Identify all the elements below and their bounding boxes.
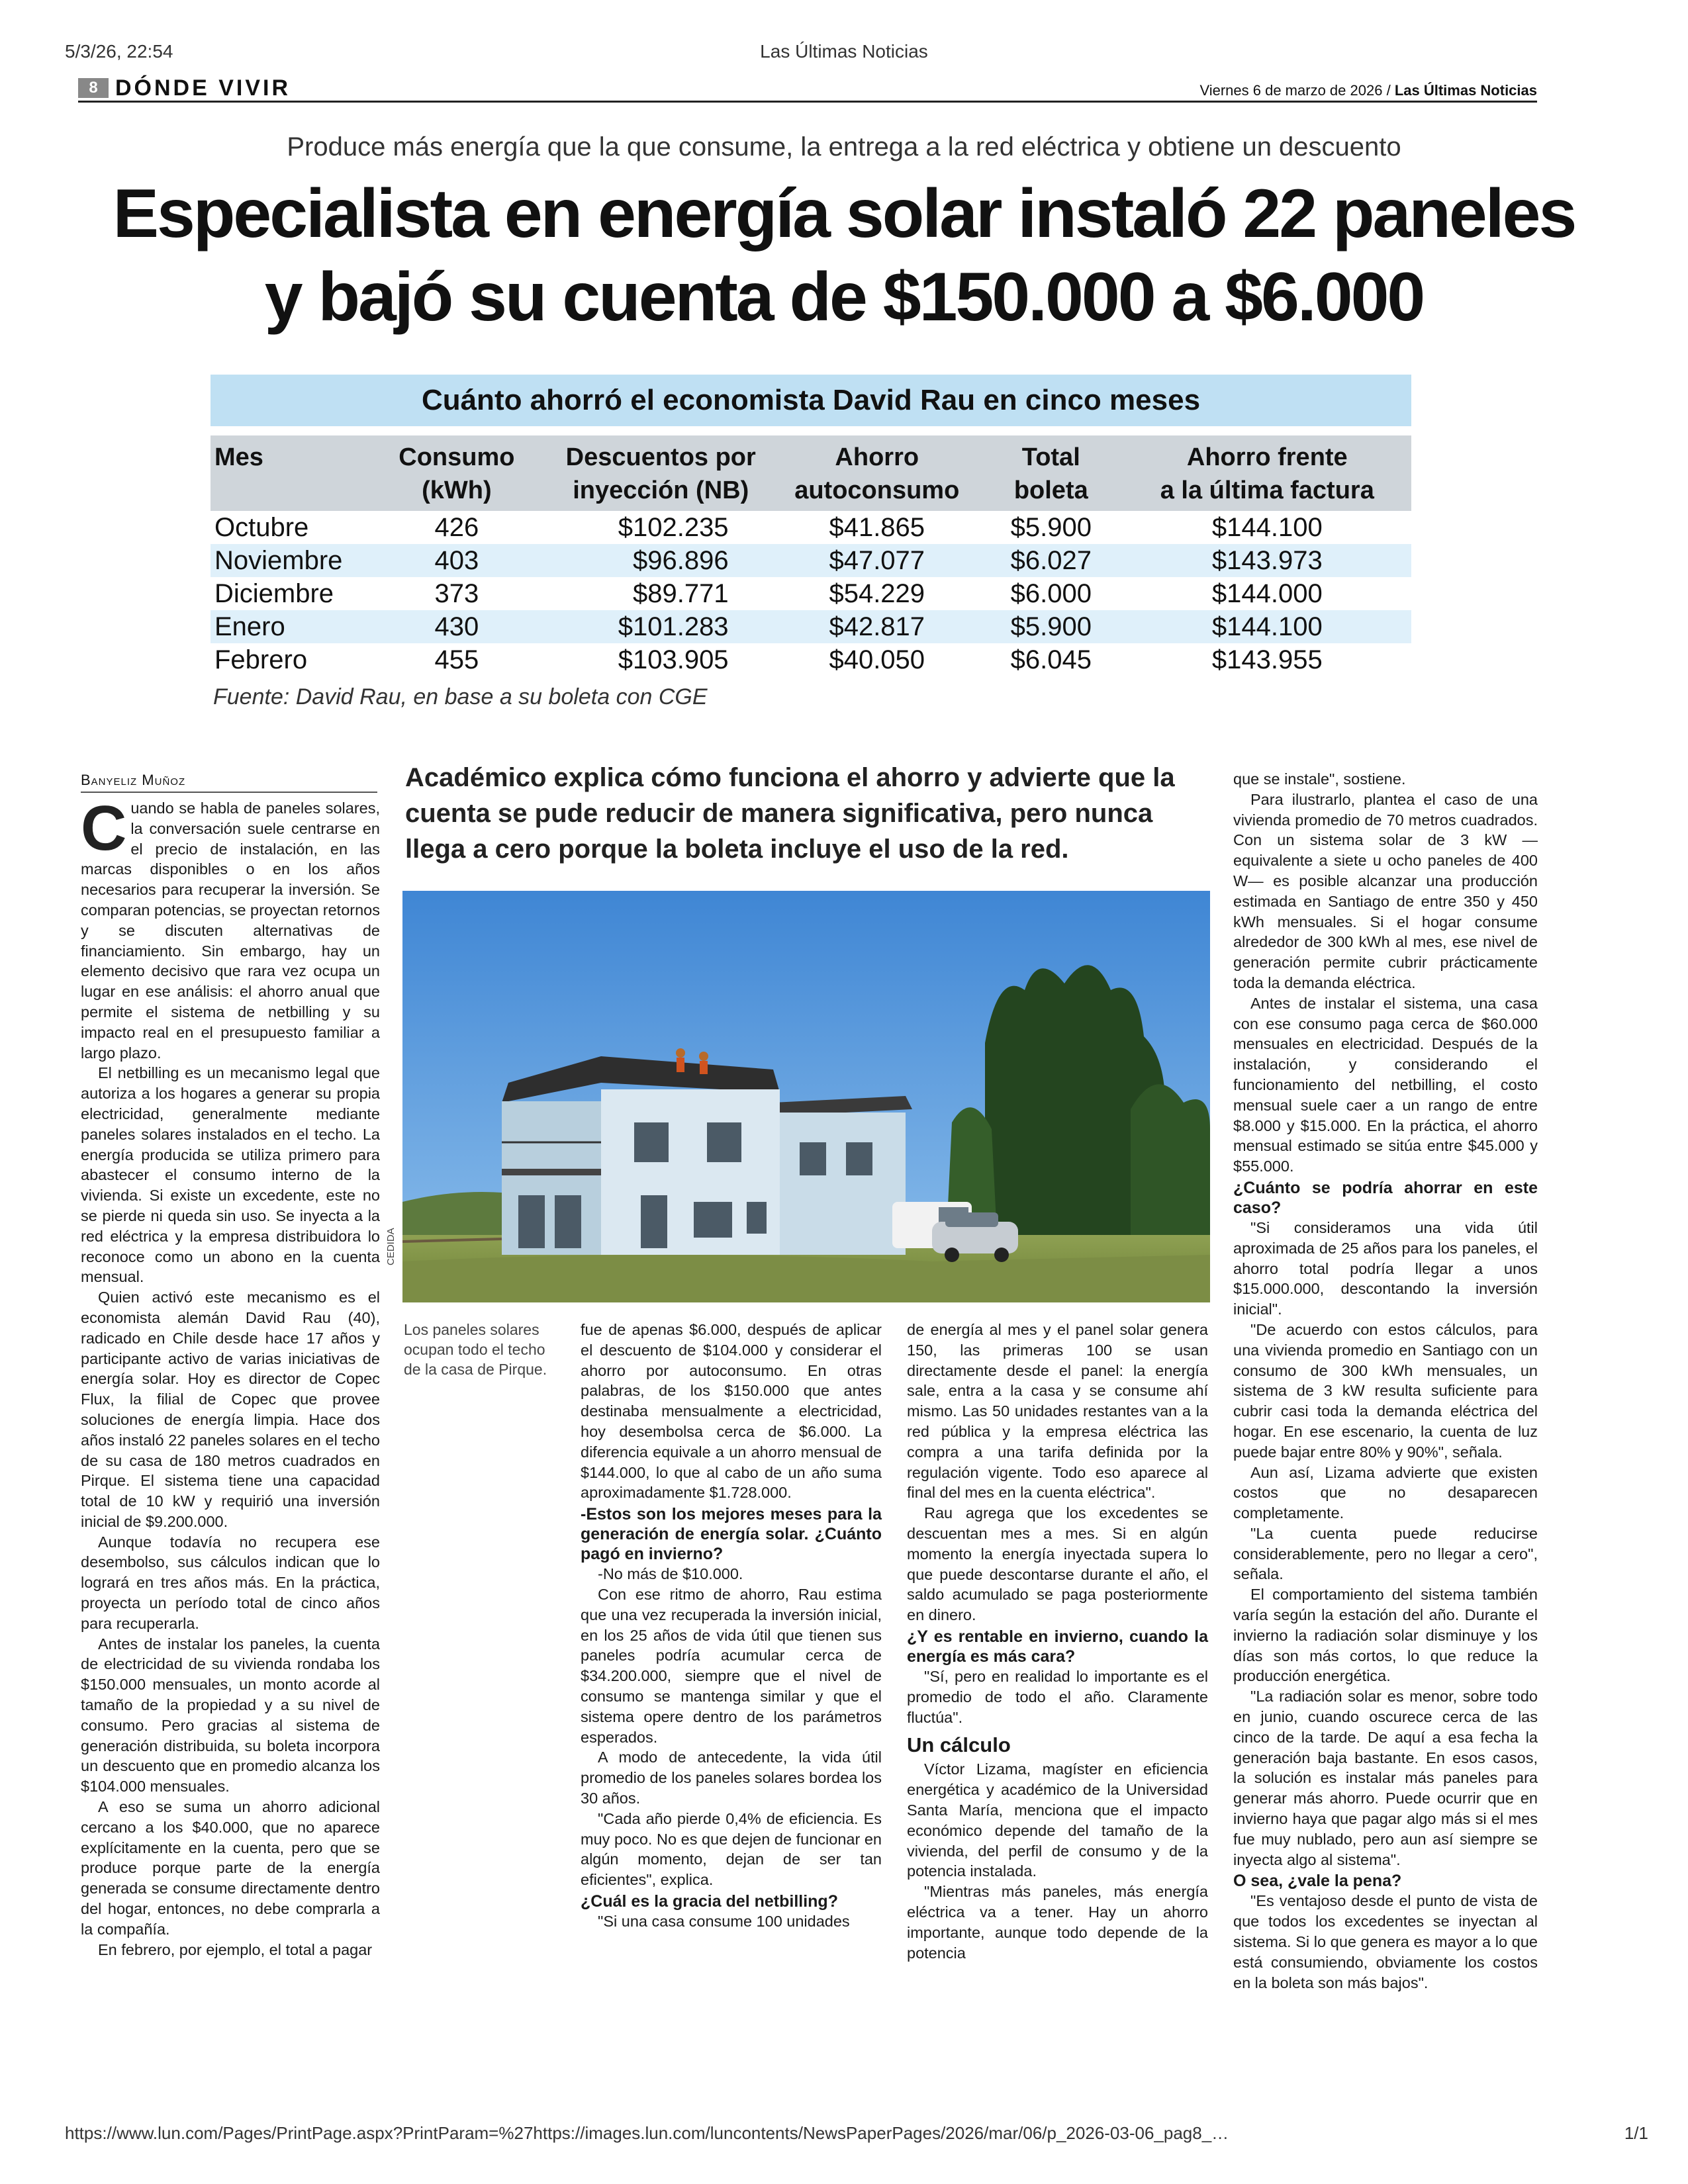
- paragraph: de energía al mes y el panel solar genera 150, las primeras 100 se usan directamente desde el panel: la energía sale, entra a la casa y se consume ahí mismo. Las 50 unidades restantes van a la red pública y la empresa eléctrica las compra a una tarifa definida por la regulación vigente. Todo eso aparece al final del mes en la cuenta eléctrica".: [907, 1321, 1208, 1502]
- savings-data-table: [211, 435, 1411, 676]
- paragraph: Para ilustrarlo, plantea el caso de una vivienda promedio de 70 metros cuadrados. Con un sistema solar de 3 kW —equivalente a siete u ocho paneles de 400 W— es posible alcanzar una producción estimada en Santiago de entre 350 y 450 kWh mensuales. Si el hogar consume alrededor de 300 kWh al mes, ese nivel de generación permite cubrir prácticamente toda la demanda eléctrica.: [1233, 790, 1538, 991]
- body-column-4: [907, 1320, 1208, 1963]
- paragraph: "Cada año pierde 0,4% de eficiencia. Es muy poco. No es que dejen de funcionar en algún momento, dejan de ser tan eficientes", explica.: [581, 1809, 882, 1889]
- section-name: DÓNDE VIVIR: [115, 75, 291, 101]
- paragraph: A eso se suma un ahorro adicional cercano a los $40.000, que no aparece explícitamente en la cuenta, pero que se produce porque parte de la energía generada se consume directamente dentro del hogar, entonces, no debe comprarla a la compañía.: [81, 1798, 380, 1938]
- savings-table: [211, 375, 1411, 676]
- cell-ahorro: $42.817: [775, 610, 979, 643]
- paragraph: Víctor Lizama, magíster en eficiencia energética y académico de la Universidad Santa María, menciona que el impacto económico depende del tamaño de la vivienda, del perfil de consumo y de la potencia instalada.: [907, 1760, 1208, 1880]
- paragraph: Antes de instalar los paneles, la cuenta de electricidad de su vivienda rondaba los $150.000 mensuales, un monto acorde al tamaño de la propiedad y a su nivel de consumo. Pero gracias al sistema de generación distribuida, su boleta incorpora un descuento que en promedio alcanza los $104.000 mensuales.: [81, 1635, 380, 1796]
- paragraph: Quien activó este mecanismo es el economista alemán David Rau (40), radicado en Chile desde hace 17 años y participante activo de varias iniciativas de energía solar. Hoy es director de Copec Flux, la filial de Copec que provee soluciones de energía limpia. Hace dos años instaló 22 paneles solares en el techo de su casa de 180 metros cuadrados en Pirque. El sistema tiene una capacidad total de 10 kW y requirió una inversión inicial de $9.200.000.: [81, 1289, 380, 1530]
- table-row: [211, 577, 1411, 610]
- col-header-ahorro-frente: Ahorro frente a la última factura: [1123, 435, 1411, 511]
- cell-ahorro: $41.865: [775, 511, 979, 544]
- photo-caption: Los paneles solares ocupan todo el techo de la casa de Pirque.: [404, 1321, 547, 1378]
- section-bar: [78, 77, 1537, 103]
- cell-mes: Diciembre: [211, 577, 367, 610]
- photo-credit: CEDIDA: [385, 1228, 397, 1265]
- paragraph: El netbilling es un mecanismo legal que autoriza a los hogares a generar su propia electricidad, generalmente mediante paneles solares instalados en el techo. La energía producida se utiliza primero para abastecer el consumo interno de la vivienda. Si existe un excedente, este no se pierde ni queda sin uso. Se inyecta a la red eléctrica y la empresa distribuidora lo reconoce como un abono en la cuenta mensual.: [81, 1064, 380, 1286]
- cell-total: $6.045: [979, 643, 1123, 676]
- cell-total: $6.000: [979, 577, 1123, 610]
- house-photo-illustration: [402, 891, 1210, 1302]
- print-datetime: 5/3/26, 22:54: [65, 41, 173, 62]
- body-column-5: [1233, 769, 1538, 1993]
- paragraph: Con ese ritmo de ahorro, Rau estima que una vez recuperada la inversión inicial, en los 25 años de vida útil que tienen sus paneles podría acumular cerca de $34.200.000, siempre que el nivel de consumo se mantenga similar y que el sistema opere dentro de los parámetros esperados.: [581, 1585, 882, 1746]
- table-row: [211, 643, 1411, 676]
- cell-total: $6.027: [979, 544, 1123, 577]
- question: ¿Cuánto se podría ahorrar en este caso?: [1233, 1178, 1538, 1217]
- cell-consumo: 430: [367, 610, 547, 643]
- paragraph: "Sí, pero en realidad lo importante es el promedio de todo el año. Claramente fluctúa".: [907, 1667, 1208, 1726]
- paragraph: A modo de antecedente, la vida útil promedio de los paneles solares bordea los 30 años.: [581, 1749, 882, 1807]
- cell-descuentos: $101.283: [547, 610, 775, 643]
- paragraph: Antes de instalar el sistema, una casa con ese consumo paga cerca de $60.000 mensuales en electricidad. Después de la instalación, y considerando el funcionamiento del netbilling, el costo mensual suele caer a un rango de entre $8.000 y $15.000. En la práctica, el ahorro mensual estimado se sitúa entre $45.000 y $55.000.: [1233, 994, 1538, 1175]
- cell-consumo: 426: [367, 511, 547, 544]
- paragraph: Rau agrega que los excedentes se descuentan mes a mes. Si en algún momento la energía inyectada supera lo que puede descontarse durante el año, el saldo acumulado se paga posteriormente en dinero.: [907, 1504, 1208, 1624]
- cell-descuentos: $96.896: [547, 544, 775, 577]
- byline: Banyeliz Muñoz: [81, 772, 377, 793]
- paragraph: "Si una casa consume 100 unidades: [598, 1912, 850, 1930]
- table-header-row: [211, 435, 1411, 511]
- paragraph: En febrero, por ejemplo, el total a pagar: [98, 1940, 373, 1958]
- cell-ahorro-frente: $143.955: [1123, 643, 1411, 676]
- col-header-mes: Mes: [211, 435, 367, 511]
- cell-ahorro: $47.077: [775, 544, 979, 577]
- issue-date: Viernes 6 de marzo de 2026: [1199, 82, 1383, 99]
- issue-separator: /: [1386, 82, 1391, 99]
- paragraph: El comportamiento del sistema también varía según la estación del año. Durante el invierno la radiación solar disminuye y los días son más cortos, lo que reduce la producción energética.: [1233, 1586, 1538, 1685]
- question: -Estos son los mejores meses para la generación de energía solar. ¿Cuánto pagó en invierno?: [581, 1505, 882, 1564]
- cell-mes: Noviembre: [211, 544, 367, 577]
- cell-descuentos: $103.905: [547, 643, 775, 676]
- paragraph: "La cuenta puede reducirse considerablemente, pero no llegar a cero", señala.: [1233, 1524, 1538, 1583]
- question: O sea, ¿vale la pena?: [1233, 1872, 1402, 1891]
- paragraph: Cuando se habla de paneles solares, la conversación suele centrarse en el precio de instalación, en las marcas disponibles o en los años necesarios para recuperar la inversión. Se comparan potencias, se proyectan retornos y se discuten alternativas de financiamiento. Sin embargo, hay un elemento decisivo que rara vez ocupa un lugar en ese análisis: el ahorro anual que permite el sistema de netbilling y su impacto real en el presupuesto familiar a largo plazo.: [81, 793, 380, 1062]
- table-source: Fuente: David Rau, en base a su boleta con CGE: [213, 684, 708, 709]
- paragraph: "Es ventajoso desde el punto de vista de que todos los excedentes se inyectan al sistema. Si lo que genera es mayor a lo que está consumiendo, obviamente los costos en la boleta son más bajos".: [1233, 1892, 1538, 1991]
- headline-line-1: Especialista en energía solar instaló 22 paneles: [113, 175, 1575, 252]
- cell-ahorro-frente: $144.100: [1123, 511, 1411, 544]
- cell-ahorro-frente: $143.973: [1123, 544, 1411, 577]
- cell-total: $5.900: [979, 511, 1123, 544]
- col-header-descuentos: Descuentos por inyección (NB): [547, 435, 775, 511]
- cell-descuentos: $102.235: [547, 511, 775, 544]
- paragraph: Aun así, Lizama advierte que existen costos que no desaparecen completamente.: [1233, 1463, 1538, 1522]
- print-url: https://www.lun.com/Pages/PrintPage.aspx?PrintParam=%27https://images.lun.com/luncontents/NewsPaperPages/2026/mar/06/p_2026-03-06_pag8_…: [65, 2123, 1229, 2143]
- cell-consumo: 373: [367, 577, 547, 610]
- subheading: Un cálculo: [907, 1733, 1011, 1757]
- table-title: Cuánto ahorró el economista David Rau en cinco meses: [211, 375, 1411, 426]
- paragraph: "La radiación solar es menor, sobre todo en junio, cuando oscurece cerca de las cinco de la tarde. De aquí a esa fecha la generación baja bastante. En esos casos, la solución es instalar más paneles para generar más ahorro. Puede ocurrir que en invierno haya que pagar algo más si el mes fue muy nublado, pero aun así siempre se inyecta algo al sistema".: [1233, 1688, 1538, 1868]
- body-column-3: [581, 1320, 882, 1932]
- print-page-count: 1/1: [1624, 2123, 1648, 2143]
- cell-mes: Enero: [211, 610, 367, 643]
- publication-name: Las Últimas Noticias: [1394, 82, 1537, 99]
- cell-ahorro-frente: $144.100: [1123, 610, 1411, 643]
- cell-consumo: 403: [367, 544, 547, 577]
- cell-total: $5.900: [979, 610, 1123, 643]
- drop-cap: C: [81, 793, 127, 864]
- headline: [40, 172, 1648, 339]
- paragraph: "Si consideramos una vida útil aproximada de 25 años para los paneles, el ahorro total podría llegar a unos $15.000.000, descontando la inversión inicial".: [1233, 1218, 1538, 1318]
- table-row: [211, 610, 1411, 643]
- paragraph: "De acuerdo con estos cálculos, para una vivienda promedio en Santiago con un consumo de 300 kWh mensuales, un sistema de 3 kW resulta suficiente para cubrir casi toda la demanda eléctrica del hogar. En ese escenario, la cuenta de luz puede bajar entre 80% y 90%", señala.: [1233, 1320, 1538, 1461]
- cell-mes: Octubre: [211, 511, 367, 544]
- print-site-title: Las Últimas Noticias: [760, 41, 928, 62]
- table-row: [211, 544, 1411, 577]
- paragraph: "Mientras más paneles, más energía eléctrica va a tener. Hay un ahorro importante, aunque todo depende de la potencia: [907, 1883, 1208, 1962]
- page-number: 8: [78, 78, 109, 98]
- col-header-total-boleta: Total boleta: [979, 435, 1123, 511]
- issue-info: [1199, 82, 1537, 99]
- paragraph: que se instale", sostiene.: [1233, 770, 1406, 788]
- house-photo: [402, 891, 1210, 1302]
- question: ¿Y es rentable en invierno, cuando la energía es más cara?: [907, 1627, 1208, 1666]
- cell-consumo: 455: [367, 643, 547, 676]
- paragraph: -No más de $10.000.: [598, 1565, 743, 1583]
- table-row: [211, 511, 1411, 544]
- col-header-consumo: Consumo (kWh): [367, 435, 547, 511]
- cell-ahorro: $40.050: [775, 643, 979, 676]
- kicker: Produce más energía que la que consume, la entrega a la red eléctrica y obtiene un descuento: [287, 132, 1401, 161]
- cell-ahorro: $54.229: [775, 577, 979, 610]
- article-deck: Académico explica cómo funciona el ahorro y advierte que la cuenta se pude reducir de manera significativa, pero nunca llega a cero porque la boleta incluye el uso de la red.: [405, 763, 1175, 864]
- paragraph: fue de apenas $6.000, después de aplicar el descuento de $104.000 y considerar el ahorro por autoconsumo. En otras palabras, de los $150.000 que antes destinaba mensualmente a electricidad, hoy desembolsa cerca de $6.000. La diferencia equivale a un ahorro mensual de $144.000, lo que al cabo de un año suma aproximadamente $1.728.000.: [581, 1321, 882, 1502]
- paragraph: Aunque todavía no recupera ese desembolso, sus cálculos indican que lo logrará en tres años más. En la práctica, proyecta un período total de cinco años para recuperarla.: [81, 1533, 380, 1632]
- cell-ahorro-frente: $144.000: [1123, 577, 1411, 610]
- body-column-1: [81, 793, 380, 1960]
- cell-mes: Febrero: [211, 643, 367, 676]
- cell-descuentos: $89.771: [547, 577, 775, 610]
- headline-line-2: y bajó su cuenta de $150.000 a $6.000: [264, 259, 1424, 336]
- col-header-ahorro-autoconsumo: Ahorro autoconsumo: [775, 435, 979, 511]
- question: ¿Cuál es la gracia del netbilling?: [581, 1891, 838, 1911]
